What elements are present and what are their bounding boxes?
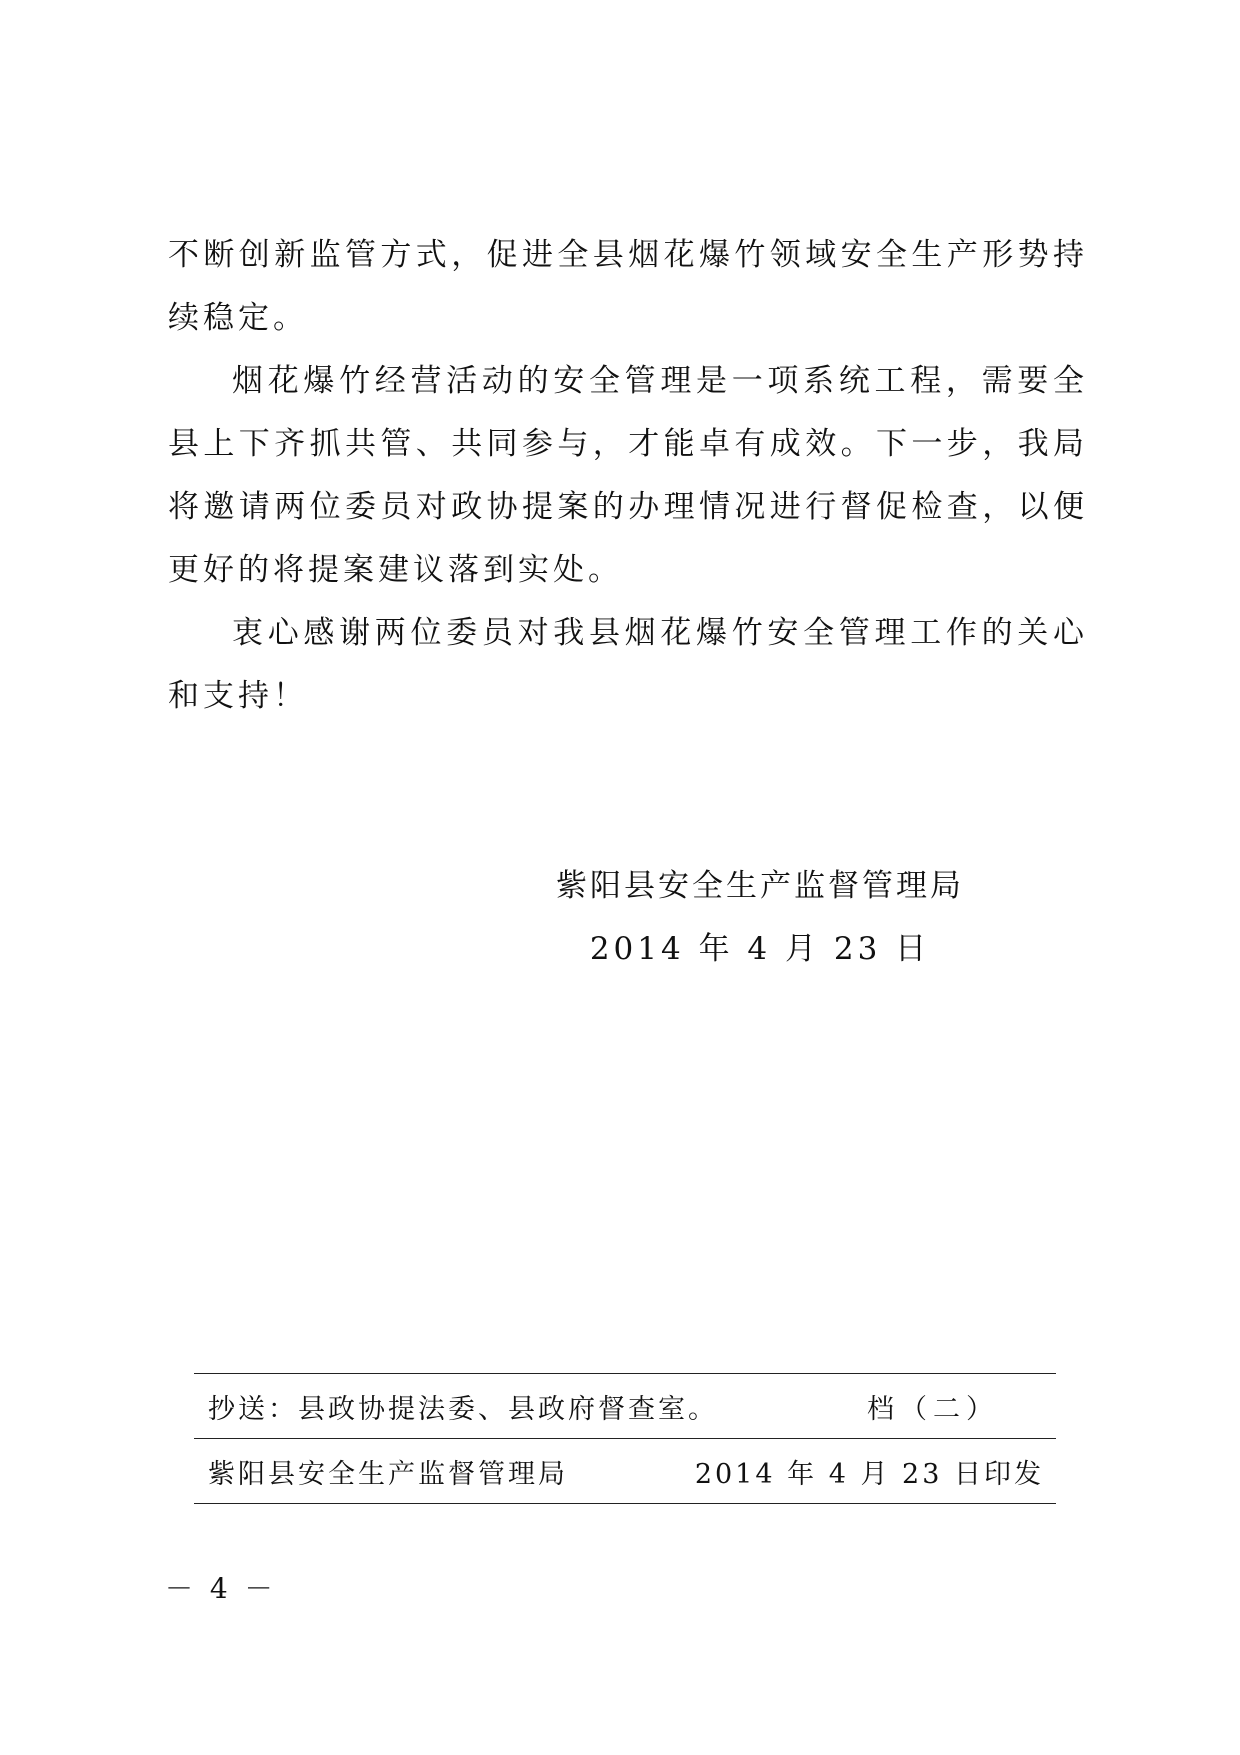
archive-mark: 档（二） (867, 1393, 999, 1425)
cc-row (194, 1374, 1056, 1438)
issue-row (194, 1439, 1056, 1503)
footer-bottom-rule (194, 1503, 1056, 1504)
cc-recipients: 县政协提法委、县政府督查室。 (298, 1393, 718, 1425)
paragraph-1: 不断创新监管方式，促进全县烟花爆竹领域安全生产形势持续稳定。 (168, 237, 1088, 336)
page-number: － 4 － (165, 1572, 277, 1605)
cc-label: 抄送： (208, 1393, 298, 1425)
paragraph-3: 衷心感谢两位委员对我县烟花爆竹安全管理工作的关心和支持！ (168, 615, 1088, 714)
issue-date: 2014 年 4 月 23 日印发 (694, 1458, 1044, 1490)
document-footer (194, 1373, 1056, 1504)
letter-body (168, 224, 1088, 728)
issuer: 紫阳县安全生产监督管理局 (208, 1458, 568, 1490)
cc-block (208, 1387, 718, 1426)
signature-organization: 紫阳县安全生产监督管理局 (556, 868, 964, 904)
paragraph-2: 烟花爆竹经营活动的安全管理是一项系统工程，需要全县上下齐抓共管、共同参与，才能卓有成效。下一步，我局将邀请两位委员对政协提案的办理情况进行督促检查，以便更好的将提案建议落到实处。 (168, 363, 1088, 588)
signature-date: 2014 年 4 月 23 日 (589, 931, 931, 967)
